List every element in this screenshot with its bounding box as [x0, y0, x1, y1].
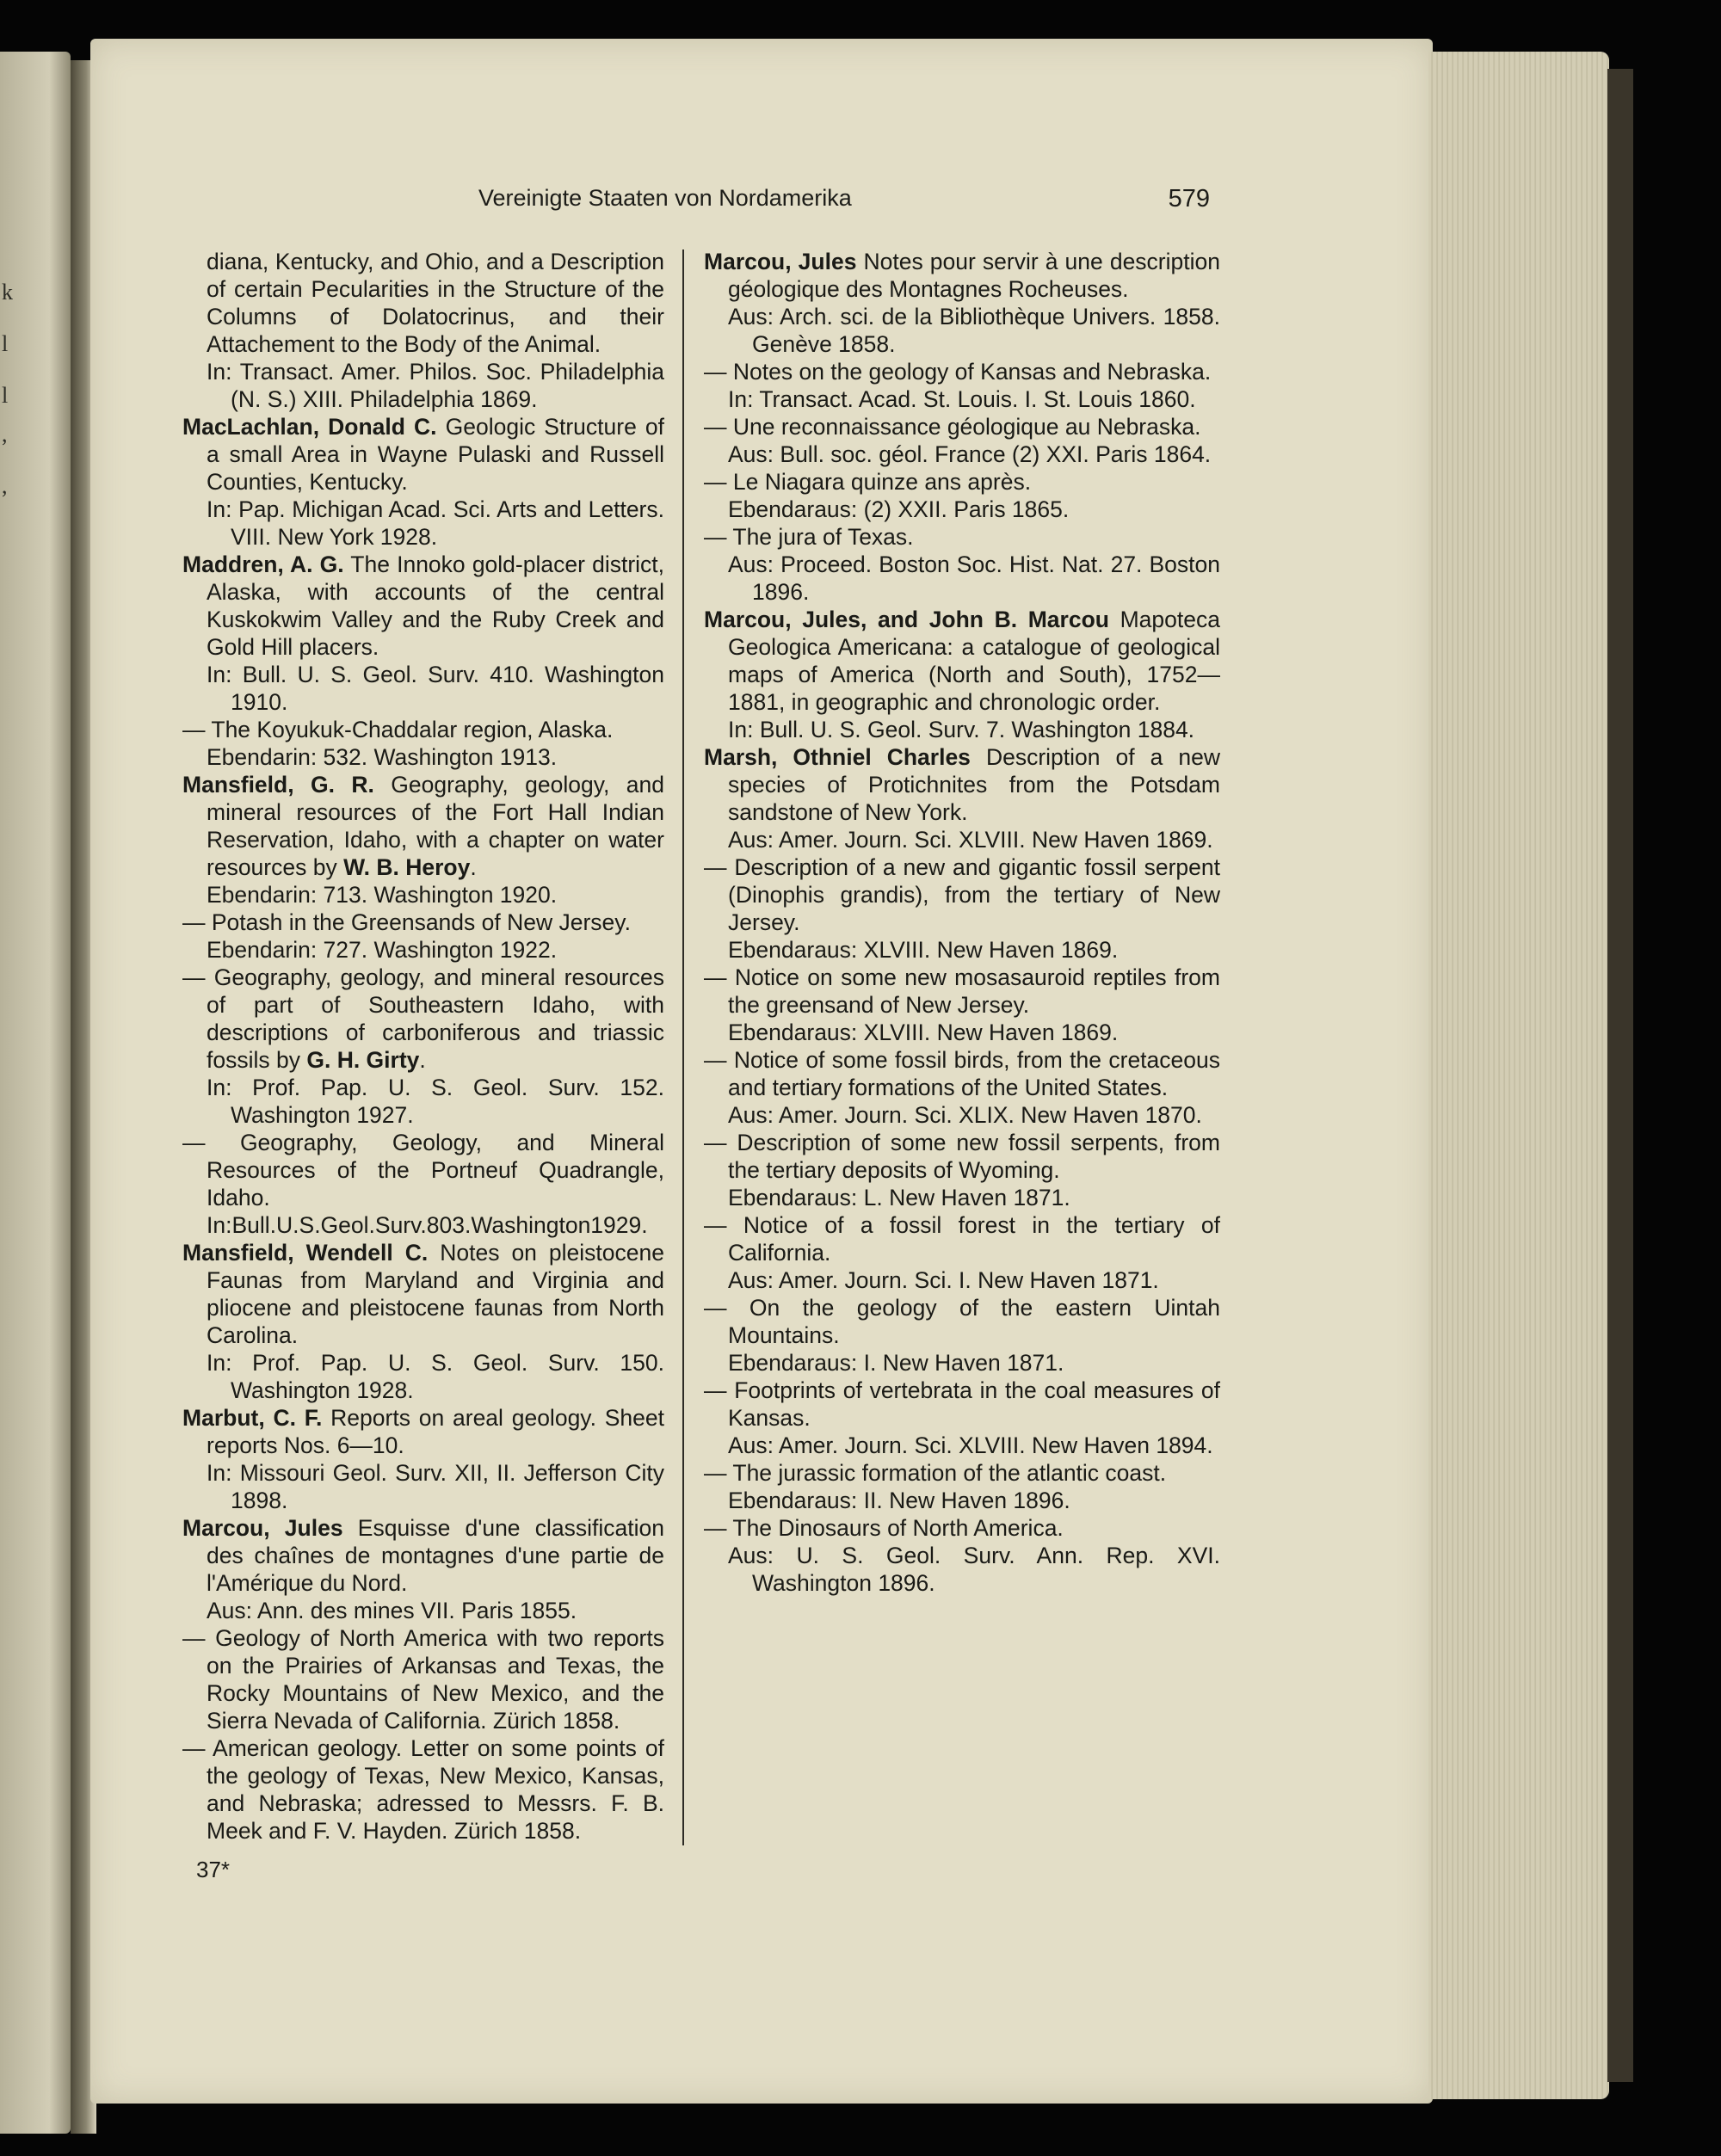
- entry-title-tail: .: [470, 854, 477, 880]
- bibliography-entry: [182, 551, 664, 661]
- entry-continuation: diana, Kentucky, and Ohio, and a Description of certain Pecularities in the Structure of the Columns of Dolatocrinus, and their Attachement to the Body of the Animal.: [207, 249, 664, 357]
- citation-source: Ebendarin: 727. Washington 1922.: [207, 937, 558, 963]
- entry-dash-title: — Description of a new and gigantic fossil serpent (Dinophis grandis), from the tertiary of New Jersey.: [704, 854, 1220, 935]
- page-number: 579: [1168, 185, 1210, 213]
- entry-dash-title: — Le Niagara quinze ans après.: [704, 469, 1032, 495]
- entry-dash-title: — Une reconnaissance géologique au Nebraska.: [704, 414, 1201, 440]
- facing-page-fragment: l: [2, 331, 9, 356]
- entry-dash-title: — The Dinosaurs of North America.: [704, 1515, 1064, 1541]
- citation-source: In: Transact. Acad. St. Louis. I. St. Louis 1860.: [728, 386, 1196, 412]
- bibliography-entry: [704, 248, 1220, 303]
- entry-dash-title: — Geology of North America with two reports on the Prairies of Arkansas and Texas, the Rocky Mountains of New Mexico, and the Sierra Nevada of California. Zürich 1858.: [182, 1625, 664, 1734]
- citation-source: Ebendarin: 713. Washington 1920.: [207, 882, 558, 908]
- entry-dash-title: [182, 964, 664, 1074]
- author-name: Marbut, C. F.: [182, 1405, 323, 1431]
- author-name: MacLachlan, Donald C.: [182, 414, 437, 440]
- citation-source: Ebendarin: 532. Washington 1913.: [207, 744, 558, 770]
- entry-dash-title: — On the geology of the eastern Uintah Mountains.: [704, 1295, 1220, 1348]
- entry-dash-title: — Description of some new fossil serpents, from the tertiary deposits of Wyoming.: [704, 1130, 1220, 1183]
- facing-page-fragment: l: [2, 383, 9, 408]
- citation-source: Aus: Amer. Journ. Sci. XLVIII. New Haven 1869.: [728, 827, 1213, 853]
- entry-title: — Geography, geology, and mineral resources of part of Southeastern Idaho, with descriptions of carboniferous and triassic fossils by: [182, 964, 664, 1073]
- citation-source: Aus: Amer. Journ. Sci. XLVIII. New Haven 1894.: [728, 1432, 1213, 1458]
- entry-dash-title: — American geology. Letter on some points of the geology of Texas, New Mexico, Kansas, and Nebraska; adressed to Messrs. F. B. Meek and F. V. Hayden. Zürich 1858.: [182, 1735, 664, 1844]
- author-name: Mansfield, G. R.: [182, 772, 374, 798]
- left-column: [182, 248, 664, 1845]
- author-name: Maddren, A. G.: [182, 551, 344, 577]
- entry-title: Description of a new species of Protichnites from the Potsdam sandstone of New York.: [728, 744, 1220, 825]
- entry-title: Mapoteca Geologica Americana: a catalogue of geological maps of America (North and South), 1752—1881, in geographic and chronologic order.: [728, 607, 1220, 715]
- entry-title: Geologic Structure of a small Area in Wayne Pulaski and Russell Counties, Kentucky.: [207, 414, 664, 495]
- running-head: Vereinigte Staaten von Nordamerika: [478, 185, 852, 211]
- contributor-name: W. B. Heroy: [343, 854, 471, 880]
- bibliography-entry: [182, 771, 664, 881]
- citation-source: Aus: Ann. des mines VII. Paris 1855.: [207, 1598, 577, 1623]
- author-name: Marsh, Othniel Charles: [704, 744, 971, 770]
- author-name: Marcou, Jules, and John B. Marcou: [704, 607, 1109, 632]
- entry-dash-title: — Notice of some fossil birds, from the cretaceous and tertiary formations of the United States.: [704, 1047, 1220, 1100]
- citation-source: In: Transact. Amer. Philos. Soc. Philadelphia (N. S.) XIII. Philadelphia 1869.: [207, 359, 664, 412]
- entry-dash-title: — The jura of Texas.: [704, 524, 914, 550]
- citation-source: Ebendaraus: XLVIII. New Haven 1869.: [728, 937, 1119, 963]
- citation-source: Ebendaraus: (2) XXII. Paris 1865.: [728, 496, 1070, 522]
- page-edges: [1428, 52, 1609, 2099]
- entry-title: The Innoko gold-placer district, Alaska, with accounts of the central Kuskokwim Valley and the Ruby Creek and Gold Hill placers.: [207, 551, 664, 660]
- citation-source: Aus: Arch. sci. de la Bibliothèque Univers. 1858. Genève 1858.: [728, 304, 1220, 357]
- signature-mark: 37*: [196, 1857, 231, 1882]
- author-name: Marcou, Jules: [182, 1515, 343, 1541]
- contributor-name: G. H. Girty: [306, 1047, 420, 1073]
- entry-dash-title: — Potash in the Greensands of New Jersey.: [182, 909, 631, 935]
- citation-source: In: Bull. U. S. Geol. Surv. 7. Washington 1884.: [728, 717, 1195, 742]
- citation-source: Aus: Amer. Journ. Sci. I. New Haven 1871.: [728, 1267, 1159, 1293]
- bibliography-entry: [182, 1514, 664, 1597]
- bibliography-entry: [182, 1239, 664, 1349]
- entry-dash-title: — The jurassic formation of the atlantic coast.: [704, 1460, 1167, 1486]
- entry-dash-title: — Notice on some new mosasauroid reptiles from the greensand of New Jersey.: [704, 964, 1220, 1018]
- citation-source: Aus: Bull. soc. géol. France (2) XXI. Paris 1864.: [728, 441, 1212, 467]
- bibliography-entry: [182, 413, 664, 496]
- bibliography-entry: [182, 1404, 664, 1459]
- entry-dash-title: — The Koyukuk-Chaddalar region, Alaska.: [182, 717, 614, 742]
- entry-title: Geography, geology, and mineral resources of the Fort Hall Indian Reservation, Idaho, with a chapter on water resources by: [207, 772, 664, 880]
- citation-source: Aus: Amer. Journ. Sci. XLIX. New Haven 1870.: [728, 1102, 1202, 1128]
- entry-title-tail: .: [419, 1047, 426, 1073]
- bibliography-entry: [704, 606, 1220, 716]
- facing-page-fragment: ,: [2, 422, 8, 447]
- citation-source: In: Prof. Pap. U. S. Geol. Surv. 152. Washington 1927.: [207, 1075, 664, 1128]
- right-column: [704, 248, 1220, 1597]
- entry-title: Notes pour servir à une description géologique des Montagnes Rocheuses.: [728, 249, 1220, 302]
- bibliography-entry: [704, 743, 1220, 826]
- citation-source: In: Prof. Pap. U. S. Geol. Surv. 150. Washington 1928.: [207, 1350, 664, 1403]
- citation-source: Aus: Proceed. Boston Soc. Hist. Nat. 27. Boston 1896.: [728, 551, 1220, 605]
- facing-page-fragment: k: [2, 280, 13, 305]
- entry-dash-title: — Footprints of vertebrata in the coal measures of Kansas.: [704, 1377, 1220, 1431]
- entry-title: Esquisse d'une classification des chaînes de montagnes d'une partie de l'Amérique du Nord.: [207, 1515, 664, 1596]
- citation-source: In: Missouri Geol. Surv. XII, II. Jefferson City 1898.: [207, 1460, 664, 1513]
- entry-title: Notes on pleistocene Faunas from Maryland and Virginia and pliocene and pleistocene faunas from North Carolina.: [207, 1240, 664, 1348]
- citation-source: In: Pap. Michigan Acad. Sci. Arts and Letters. VIII. New York 1928.: [207, 496, 664, 550]
- column-divider: [682, 249, 684, 1845]
- page-header: [478, 185, 1210, 228]
- author-name: Mansfield, Wendell C.: [182, 1240, 429, 1266]
- citation-source: Ebendaraus: XLVIII. New Haven 1869.: [728, 1019, 1119, 1045]
- facing-page-fragment: ,: [2, 473, 8, 498]
- facing-page-edge: [0, 52, 71, 2134]
- entry-dash-title: — Geography, Geology, and Mineral Resources of the Portneuf Quadrangle, Idaho.: [182, 1130, 664, 1210]
- entry-title: Reports on areal geology. Sheet reports Nos. 6—10.: [207, 1405, 664, 1458]
- entry-dash-title: — Notes on the geology of Kansas and Nebraska.: [704, 359, 1212, 385]
- citation-source: Ebendaraus: II. New Haven 1896.: [728, 1488, 1070, 1513]
- entry-dash-title: — Notice of a fossil forest in the tertiary of California.: [704, 1212, 1220, 1266]
- citation-source: In: Bull. U. S. Geol. Surv. 410. Washington 1910.: [207, 662, 664, 715]
- citation-source: Ebendaraus: I. New Haven 1871.: [728, 1350, 1064, 1376]
- citation-source: Ebendaraus: L. New Haven 1871.: [728, 1185, 1070, 1210]
- citation-source: Aus: U. S. Geol. Surv. Ann. Rep. XVI. Washington 1896.: [728, 1543, 1220, 1596]
- author-name: Marcou, Jules: [704, 249, 857, 274]
- book-cover-edge: [1607, 69, 1633, 2082]
- citation-source: In:Bull.U.S.Geol.Surv.803.Washington1929.: [207, 1212, 648, 1238]
